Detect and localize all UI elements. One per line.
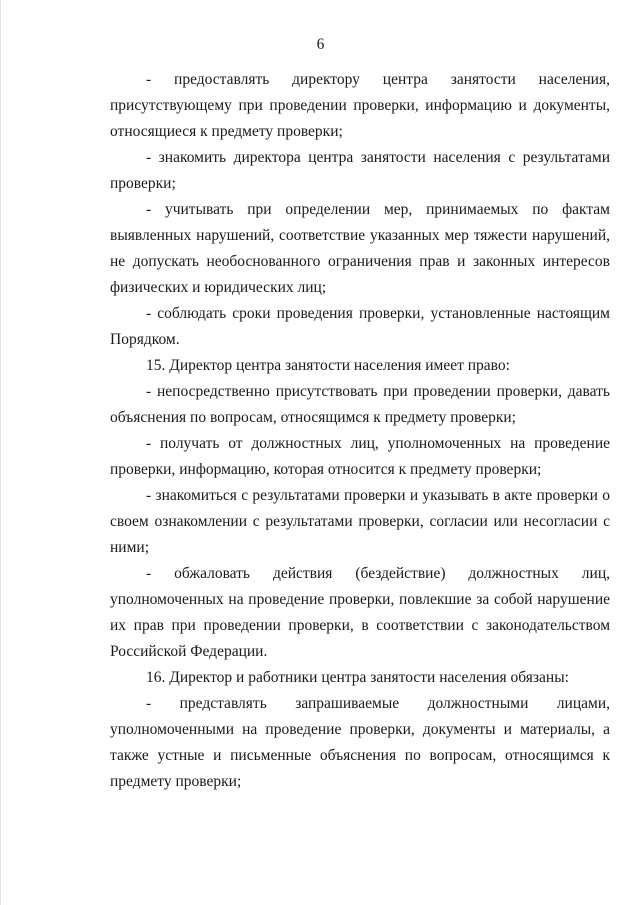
paragraph-appeal-actions: - обжаловать действия (бездействие) должностных лиц, уполномоченных на проведение проверки, повлекшие за собой нарушение их прав при проведении проверки, в соответствии с законодательством Российской Федерации. (110, 565, 610, 660)
paragraph-review-results: - знакомиться с результатами проверки и указывать в акте проверки о своем ознакомлении с результатами проверки, согласии или несогласии с ними; (110, 487, 610, 556)
page-number: 6 (316, 36, 325, 53)
paragraph-be-present: - непосредственно присутствовать при проведении проверки, давать объяснения по вопросам, относящимся к предмету проверки; (110, 383, 610, 426)
paragraph-provide-info: - предоставлять директору центра занятости населения, присутствующему при проведении проверки, информацию и документы, относящиеся к предмету проверки; (110, 71, 610, 140)
paragraph-section-15-heading: 15. Директор центра занятости населения имеет право: (146, 357, 510, 374)
document-body (110, 67, 610, 795)
paragraph-consider-measures: - учитывать при определении мер, принимаемых по фактам выявленных нарушений, соответствие указанных мер тяжести нарушений, не допускать необоснованного ограничения прав и законных интересов физических и юридических лиц; (110, 201, 610, 296)
paragraph-acquaint-results: - знакомить директора центра занятости населения с результатами проверки; (110, 149, 610, 192)
paragraph-receive-info: - получать от должностных лиц, уполномоченных на проведение проверки, информацию, которая относится к предмету проверки; (110, 435, 610, 478)
paragraph-section-16-heading: 16. Директор и работники центра занятости населения обязаны: (146, 669, 569, 686)
paragraph-submit-documents: - представлять запрашиваемые должностными лицами, уполномоченными на проведение проверки, документы и материалы, а также устные и письменные объяснения по вопросам, относящимся к предмету проверки; (110, 695, 610, 790)
paragraph-observe-deadlines: - соблюдать сроки проведения проверки, установленные настоящим Порядком. (110, 305, 610, 348)
